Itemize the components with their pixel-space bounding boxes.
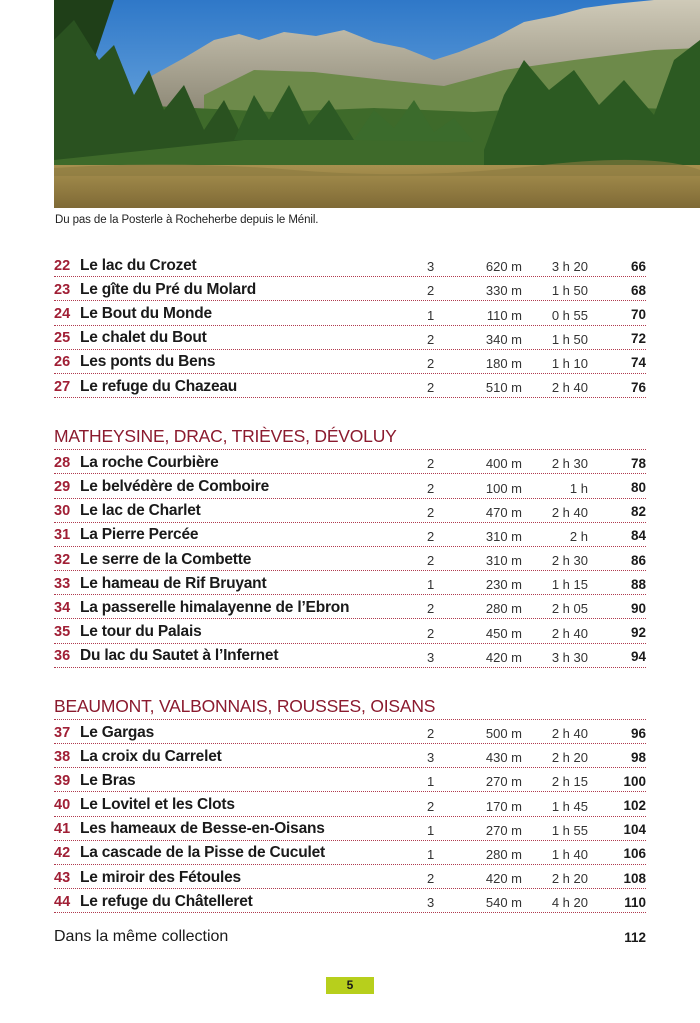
walk-number: 36 [54,648,71,665]
walk-page-number: 96 [630,725,646,741]
walk-difficulty: 1 [427,822,435,838]
walk-elevation: 510 m [485,380,522,396]
walk-difficulty: 2 [427,871,435,887]
walk-title: Le serre de la Combette [80,550,252,568]
walk-difficulty: 2 [427,601,435,617]
walk-page-number: 88 [630,576,646,592]
walk-difficulty: 1 [427,307,435,323]
walk-title: Le Bras [80,771,136,789]
walk-number: 30 [54,503,71,520]
walk-page-number: 102 [623,798,646,814]
toc-row [54,595,646,619]
walk-elevation: 230 m [485,577,522,593]
walk-difficulty: 2 [427,480,435,496]
toc-row [54,720,646,744]
walk-page-number: 70 [630,307,646,323]
walk-page-number: 72 [630,331,646,347]
walk-number: 42 [54,845,71,862]
walk-elevation: 420 m [485,871,522,887]
toc-row [54,889,646,913]
walk-duration: 0 h 55 [551,307,588,323]
walk-title: Les hameaux de Besse-en-Oisans [80,820,325,838]
walk-difficulty: 2 [427,528,435,544]
walk-title: Le Gargas [80,723,155,741]
walk-duration: 1 h 50 [551,283,588,299]
walk-number: 37 [54,724,71,741]
walk-duration: 2 h [569,528,588,544]
toc-row [54,619,646,643]
walk-duration: 2 h 05 [551,601,588,617]
toc-section [54,253,646,398]
walk-title: La roche Courbière [80,453,219,471]
walk-number: 23 [54,281,71,298]
walk-elevation: 180 m [485,355,522,371]
walk-page-number: 90 [630,600,646,616]
walk-difficulty: 2 [427,456,435,472]
walk-difficulty: 2 [427,331,435,347]
walk-title: Du lac du Sautet à l’Infernet [80,647,279,665]
walk-title: Le lac du Crozet [80,256,197,274]
walk-elevation: 310 m [485,553,522,569]
walk-elevation: 310 m [485,528,522,544]
walk-difficulty: 3 [427,895,435,911]
walk-difficulty: 3 [427,750,435,766]
walk-duration: 2 h 40 [551,380,588,396]
toc-row [54,744,646,768]
walk-elevation: 420 m [485,649,522,665]
walk-title: Les ponts du Bens [80,353,216,371]
toc-row [54,253,646,277]
walk-duration: 2 h 20 [551,750,588,766]
walk-elevation: 620 m [485,259,522,275]
walk-number: 22 [54,257,71,274]
walk-page-number: 86 [630,552,646,568]
section-heading: BEAUMONT, VALBONNAIS, ROUSSES, OISANS [54,694,646,720]
walk-duration: 1 h 10 [551,355,588,371]
walk-title: Le hameau de Rif Bruyant [80,574,267,592]
walk-difficulty: 2 [427,798,435,814]
toc-row [54,350,646,374]
walk-page-number: 74 [630,355,646,371]
walk-title: Le refuge du Châtelleret [80,892,253,910]
walk-title: La croix du Carrelet [80,747,222,765]
toc-row [54,817,646,841]
walk-difficulty: 2 [427,553,435,569]
walk-page-number: 94 [630,649,646,665]
walk-page-number: 100 [623,773,646,789]
walk-number: 41 [54,821,71,838]
walk-page-number: 98 [630,749,646,765]
walk-title: Le Lovitel et les Clots [80,796,235,814]
toc-section [54,424,646,668]
walk-title: Le Bout du Monde [80,305,212,323]
page-number: 5 [326,977,374,994]
collection-label: Dans la même collection [54,928,229,945]
walk-title: Le belvédère de Comboire [80,478,270,495]
walk-elevation: 400 m [485,456,522,472]
walk-difficulty: 2 [427,355,435,371]
walk-duration: 2 h 40 [551,504,588,520]
collection-line [54,928,646,948]
walk-number: 39 [54,772,71,789]
walk-difficulty: 3 [427,259,435,275]
walk-elevation: 280 m [485,601,522,617]
walk-duration: 3 h 30 [551,649,588,665]
walk-title: La cascade de la Pisse de Cuculet [80,844,325,862]
walk-elevation: 270 m [485,774,522,790]
walk-page-number: 78 [630,455,646,471]
walk-title: Le tour du Palais [80,623,202,641]
walk-number: 34 [54,599,71,616]
walk-page-number: 92 [630,625,646,641]
walk-duration: 1 h [569,480,588,496]
walk-title: La passerelle himalayenne de l’Ebron [80,598,350,616]
walk-elevation: 540 m [485,895,522,911]
walk-difficulty: 1 [427,577,435,593]
walk-duration: 2 h 20 [551,871,588,887]
walk-title: Le refuge du Chazeau [80,377,238,395]
walk-page-number: 80 [630,480,646,495]
walk-number: 38 [54,748,71,765]
walk-duration: 1 h 15 [551,577,588,593]
walk-difficulty: 2 [427,504,435,520]
toc-row [54,792,646,816]
walk-number: 33 [54,575,71,592]
walk-number: 27 [54,378,71,395]
landscape-photo [54,0,700,208]
toc-row [54,450,646,474]
walk-number: 29 [54,479,71,495]
walk-title: Le chalet du Bout [80,329,207,347]
walk-duration: 1 h 55 [551,822,588,838]
toc-row [54,301,646,325]
walk-number: 32 [54,551,71,568]
mountain-landscape-image [54,0,700,208]
walk-page-number: 106 [623,846,646,862]
walk-difficulty: 3 [427,649,435,665]
walk-page-number: 104 [623,822,646,838]
walk-page-number: 84 [630,528,646,544]
walk-elevation: 280 m [485,846,522,862]
toc-row [54,374,646,398]
toc-row [54,277,646,301]
walk-page-number: 82 [630,504,646,520]
walk-page-number: 66 [630,258,646,274]
toc-row [54,571,646,595]
toc-row [54,474,646,498]
walk-duration: 2 h 30 [551,456,588,472]
walk-duration: 1 h 40 [551,846,588,862]
walk-number: 35 [54,624,71,641]
walk-number: 26 [54,354,71,371]
walk-elevation: 430 m [485,750,522,766]
walk-number: 31 [54,527,71,544]
walk-difficulty: 2 [427,283,435,299]
toc-row [54,644,646,668]
walk-number: 25 [54,330,71,347]
walk-elevation: 110 m [486,307,522,323]
walk-title: Le gîte du Pré du Molard [80,280,257,298]
toc-row [54,523,646,547]
walk-elevation: 100 m [485,480,522,496]
toc-row [54,865,646,889]
toc-section [54,694,646,914]
walk-duration: 2 h 30 [551,553,588,569]
walk-difficulty: 1 [427,774,435,790]
walk-difficulty: 2 [427,380,435,396]
photo-caption: Du pas de la Posterle à Rocheherbe depuis le Ménil. [55,214,319,226]
walk-duration: 1 h 45 [551,798,588,814]
walk-elevation: 340 m [485,331,522,347]
walk-difficulty: 2 [427,625,435,641]
walk-duration: 3 h 20 [551,259,588,275]
toc-row [54,326,646,350]
walk-page-number: 108 [623,870,646,886]
walk-duration: 2 h 40 [551,726,588,741]
walk-difficulty: 1 [427,846,435,862]
walk-number: 44 [54,893,71,910]
table-of-contents [54,253,646,913]
walk-number: 24 [54,306,71,323]
walk-elevation: 470 m [485,504,522,520]
walk-elevation: 500 m [485,726,522,741]
toc-row [54,547,646,571]
walk-duration: 2 h 15 [551,774,588,790]
walk-number: 43 [54,869,71,886]
walk-page-number: 110 [624,894,646,910]
walk-duration: 2 h 40 [551,625,588,641]
walk-title: Le lac de Charlet [80,502,201,520]
section-heading: MATHEYSINE, DRAC, TRIÈVES, DÉVOLUY [54,424,646,450]
walk-elevation: 170 m [485,798,522,814]
walk-difficulty: 2 [427,726,435,741]
collection-page-number: 112 [624,930,646,945]
toc-row [54,768,646,792]
walk-elevation: 450 m [485,625,522,641]
walk-duration: 1 h 50 [551,331,588,347]
walk-number: 28 [54,454,71,471]
walk-title: Le miroir des Fétoules [80,868,241,886]
walk-title: La Pierre Percée [80,526,199,544]
walk-number: 40 [54,797,71,814]
walk-page-number: 68 [630,282,646,298]
walk-page-number: 76 [630,379,646,395]
walk-elevation: 330 m [485,283,522,299]
toc-row [54,841,646,865]
toc-row [54,499,646,523]
walk-duration: 4 h 20 [551,895,588,911]
walk-elevation: 270 m [485,822,522,838]
